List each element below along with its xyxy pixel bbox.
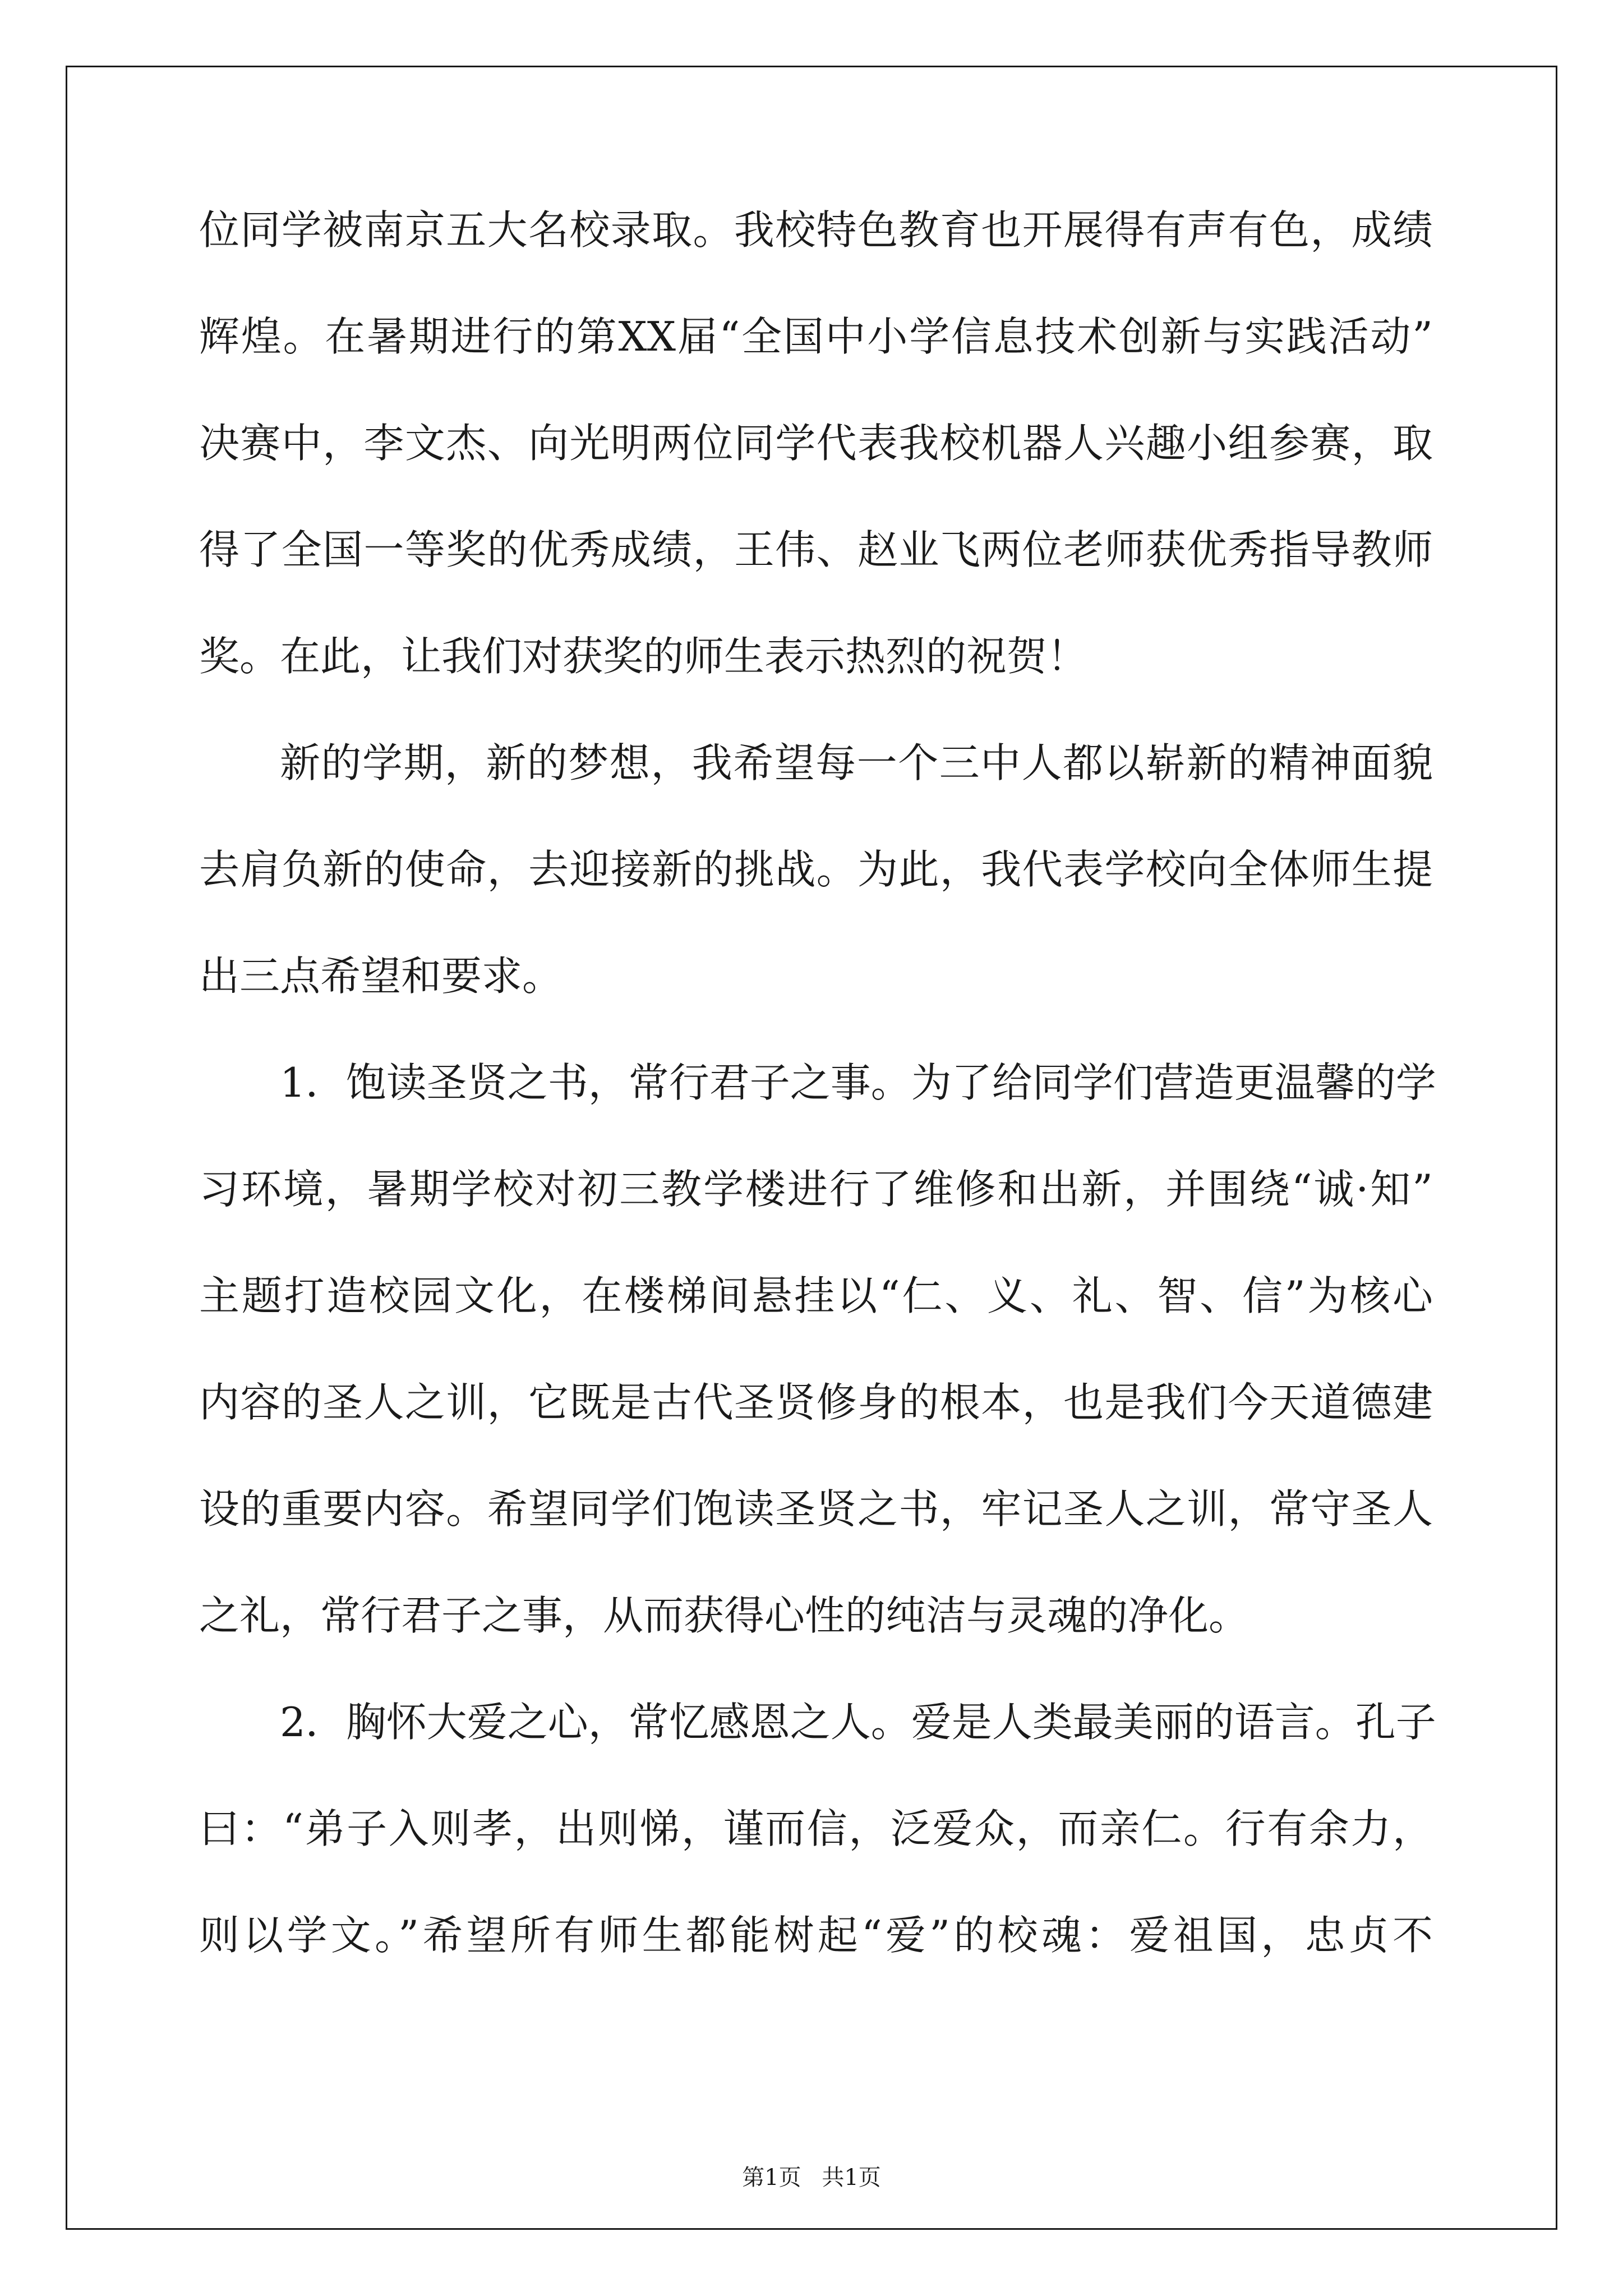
page-number: 第1页 bbox=[742, 2165, 801, 2191]
paragraph-first-line: 1．饱读圣贤之书，常行君子之事。为了给同学们营造更温馨的学 bbox=[280, 1059, 1436, 1106]
text-line: 之礼，常行君子之事，从而获得心性的纯洁与灵魂的净化。 bbox=[199, 1592, 1249, 1639]
text-line: 决赛中，李文杰、向光明两位同学代表我校机器人兴趣小组参赛，取 bbox=[199, 420, 1433, 467]
page-footer bbox=[0, 2160, 1623, 2192]
text-line: 主题打造校园文化，在楼梯间悬挂以“仁、义、礼、智、信”为核心 bbox=[199, 1272, 1433, 1319]
text-line: 内容的圣人之训，它既是古代圣贤修身的根本，也是我们今天道德建 bbox=[199, 1379, 1433, 1426]
paragraph-first-line: 新的学期，新的梦想，我希望每一个三中人都以崭新的精神面貌 bbox=[280, 739, 1433, 786]
text-line: 曰：“弟子入则孝，出则悌，谨而信，泛爱众，而亲仁。行有余力， bbox=[199, 1805, 1433, 1852]
page-border bbox=[66, 66, 1557, 2230]
text-line: 奖。在此，让我们对获奖的师生表示热烈的祝贺！ bbox=[199, 633, 1088, 680]
text-line: 习环境，暑期学校对初三教学楼进行了维修和出新，并围绕“诚·知” bbox=[199, 1166, 1433, 1213]
text-line: 则以学文。”希望所有师生都能树起“爱”的校魂：爱祖国，忠贞不 bbox=[199, 1912, 1433, 1959]
paragraph-first-line: 2．胸怀大爱之心，常忆感恩之人。爱是人类最美丽的语言。孔子 bbox=[280, 1699, 1436, 1746]
page-total: 共1页 bbox=[822, 2165, 881, 2191]
text-line: 设的重要内容。希望同学们饱读圣贤之书，牢记圣人之训，常守圣人 bbox=[199, 1485, 1433, 1533]
text-line: 辉煌。在暑期进行的第XX届“全国中小学信息技术创新与实践活动” bbox=[199, 313, 1433, 360]
text-line: 得了全国一等奖的优秀成绩，王伟、赵业飞两位老师获优秀指导教师 bbox=[199, 526, 1433, 573]
text-line: 去肩负新的使命，去迎接新的挑战。为此，我代表学校向全体师生提 bbox=[199, 846, 1433, 893]
text-line: 位同学被南京五大名校录取。我校特色教育也开展得有声有色，成绩 bbox=[199, 206, 1433, 254]
text-line: 出三点希望和要求。 bbox=[199, 953, 563, 1000]
